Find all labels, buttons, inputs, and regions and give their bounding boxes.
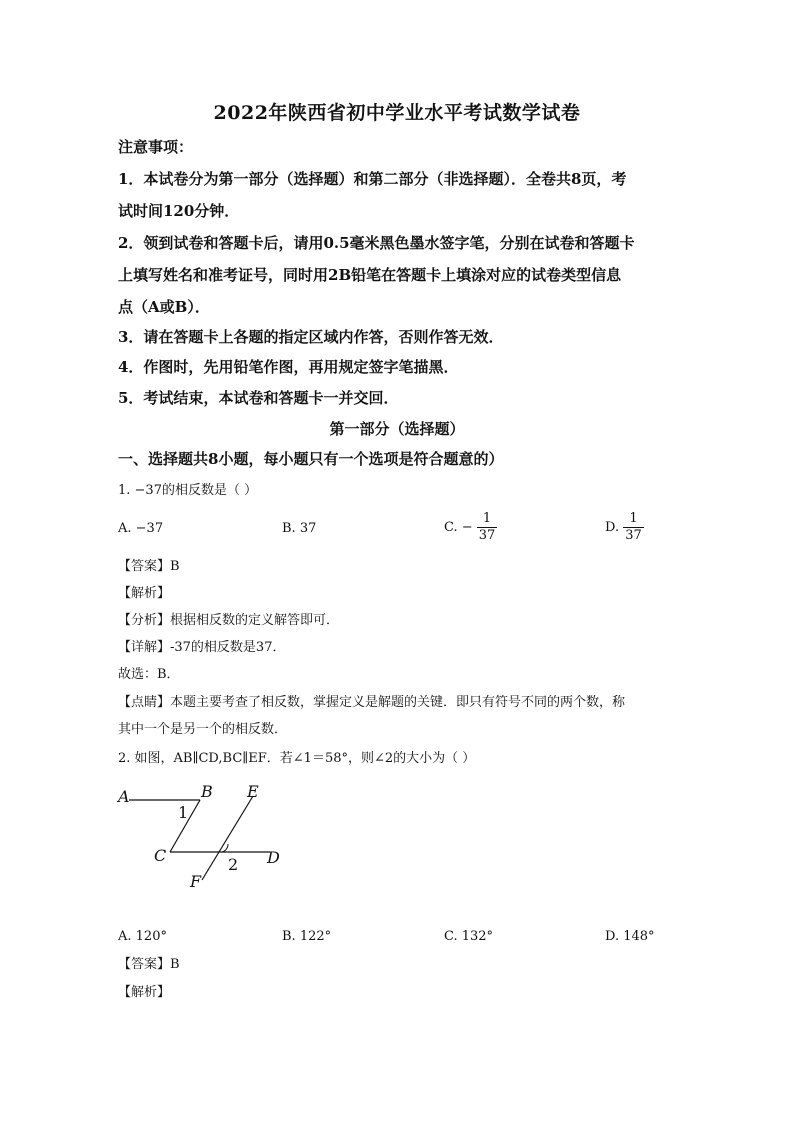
- q1-answer: 【答案】B: [118, 559, 180, 574]
- q1-analysis: 【解析】: [118, 586, 171, 601]
- q1-comment-1: 【点睛】本题主要考查了相反数，掌握定义是解题的关键．即只有符号不同的两个数，称: [118, 695, 626, 710]
- note-line-6: 3．请在答题卡上各题的指定区域内作答，否则作答无效．: [118, 328, 504, 346]
- q1-option-d-fraction: [623, 511, 644, 544]
- part1-heading: 第一部分（选择题）: [329, 420, 465, 438]
- q1-stem: 1. −37的相反数是（ ）: [118, 483, 258, 498]
- label-angle-1: 1: [178, 803, 189, 822]
- note-line-1: 1．本试卷分为第一部分（选择题）和第二部分（非选择题）．全卷共8页，考: [118, 170, 627, 188]
- label-c: C: [154, 846, 167, 865]
- q2-option-c: C. 132°: [444, 929, 494, 944]
- q1-option-c-denominator: 37: [478, 528, 496, 543]
- q1-choose: 故选：B．: [118, 667, 180, 682]
- label-e: E: [247, 782, 259, 801]
- section-heading: 一、选择题共8小题，每小题只有一个选项是符合题意的）: [118, 450, 504, 468]
- q2-option-b: B. 122°: [282, 929, 332, 944]
- note-line-2: 试时间120分钟．: [118, 202, 240, 220]
- q1-option-d-prefix: D.: [605, 520, 620, 535]
- note-line-5: 点（A或B）．: [118, 298, 210, 316]
- q2-figure: [116, 780, 316, 895]
- q1-option-a: A. −37: [118, 521, 164, 536]
- note-line-3: 2．领到试卷和答题卡后，请用0.5毫米黑色墨水签字笔，分别在试卷和答题卡: [118, 234, 635, 252]
- note-line-7: 4．作图时，先用铅笔作图，再用规定签字笔描黑．: [118, 358, 459, 376]
- note-line-4: 上填写姓名和准考证号，同时用2B铅笔在答题卡上填涂对应的试卷类型信息: [118, 266, 622, 284]
- q2-answer: 【答案】B: [118, 957, 180, 972]
- label-d: D: [267, 848, 280, 867]
- q1-option-d: [605, 511, 644, 544]
- q1-option-b: B. 37: [282, 521, 317, 536]
- label-angle-2: 2: [228, 855, 239, 874]
- q2-analysis: 【解析】: [118, 985, 171, 1000]
- q2-stem: 2. 如图，AB∥CD,BC∥EF．若∠1＝58°，则∠2的大小为（ ）: [118, 751, 476, 766]
- q2-option-d: D. 148°: [605, 929, 655, 944]
- q1-option-d-denominator: 37: [625, 528, 642, 543]
- q1-option-c-numerator: 1: [477, 511, 498, 528]
- page-title: 2022年陕西省初中学业水平考试数学试卷: [213, 102, 581, 124]
- q1-option-c: [444, 511, 497, 544]
- label-f: F: [190, 872, 202, 891]
- q1-comment-2: 其中一个是另一个的相反数．: [118, 722, 288, 737]
- q2-option-a: A. 120°: [118, 929, 167, 944]
- q1-fenxi: 【分析】根据相反数的定义解答即可．: [118, 613, 340, 628]
- label-b: B: [201, 782, 213, 801]
- label-a: A: [118, 787, 130, 806]
- q1-option-c-prefix: C. −: [444, 520, 473, 535]
- q1-option-d-numerator: 1: [623, 511, 644, 528]
- q1-option-c-fraction: [477, 511, 498, 544]
- note-line-8: 5．考试结束，本试卷和答题卡一并交回．: [118, 389, 399, 407]
- q1-detail: 【详解】-37的相反数是37．: [118, 640, 286, 655]
- notes-heading: 注意事项：: [118, 138, 194, 156]
